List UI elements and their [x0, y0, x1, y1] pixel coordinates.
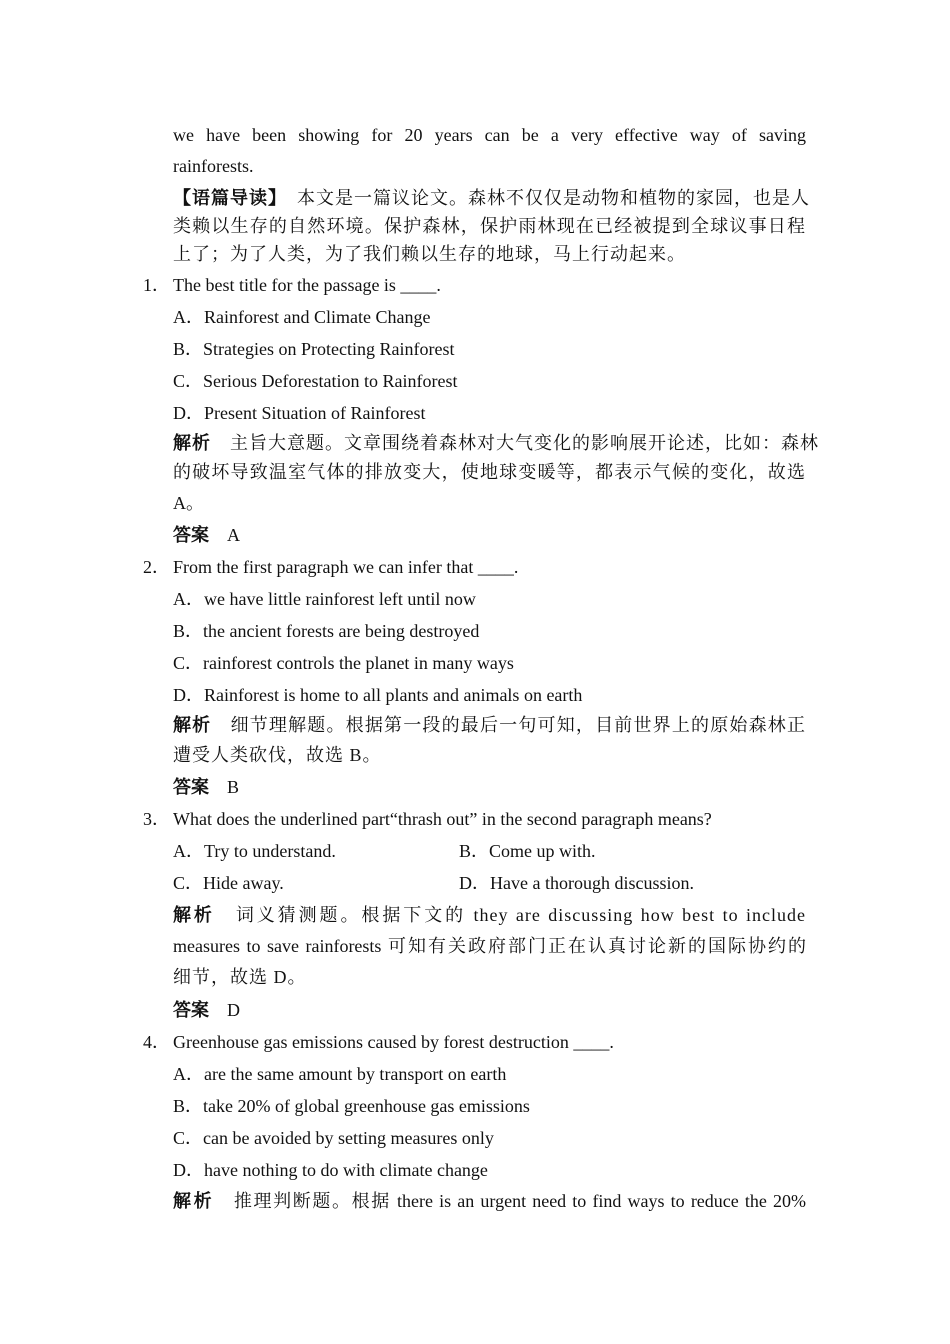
q1-answer-value: A: [227, 525, 240, 545]
q2-option-d: D．Rainforest is home to all plants and animals on earth: [173, 685, 583, 705]
q1-analysis-line-2: 的破坏导致温室气体的排放变大，使地球变暖等，都表示气候的变化，故选: [173, 462, 806, 482]
q3-option-a: A．Try to understand.: [173, 841, 336, 861]
q1-analysis-line-1: [173, 430, 819, 456]
q2-number: 2．: [143, 557, 170, 577]
q2-answer-label: 答案: [173, 777, 209, 797]
q3-answer: [173, 997, 806, 1023]
q3-analysis-text-1: 词义猜测题。根据下文的 they are discussing how best to include: [235, 905, 807, 925]
q2-analysis-label: 解析: [173, 715, 212, 735]
q4-number: 4．: [143, 1032, 170, 1052]
intro-line-2: rainforests.: [173, 156, 254, 176]
q4-option-a: A．are the same amount by transport on earth: [173, 1064, 507, 1084]
guide-line-2: 类赖以生存的自然环境。保护森林，保护雨林现在已经被提到全球议事日程: [173, 216, 806, 236]
q2-option-a: A．we have little rainforest left until now: [173, 589, 476, 609]
q3-number: 3．: [143, 809, 170, 829]
guide-text-1: 本文是一篇议论文。森林不仅仅是动物和植物的家园，也是人: [297, 188, 810, 208]
q3-option-d: D．Have a thorough discussion.: [459, 873, 694, 893]
q4-stem: Greenhouse gas emissions caused by forest destruction ____.: [173, 1032, 614, 1052]
q2-answer: [173, 774, 806, 800]
q1-analysis-line-3: A。: [173, 493, 204, 513]
q4-option-c: C．can be avoided by setting measures only: [173, 1128, 494, 1148]
q1-option-a: A．Rainforest and Climate Change: [173, 307, 431, 327]
q1-stem: The best title for the passage is ____.: [173, 275, 441, 295]
q1-option-b: B．Strategies on Protecting Rainforest: [173, 339, 455, 359]
q2-analysis-text-1: 细节理解题。根据第一段的最后一句可知，目前世界上的原始森林正: [230, 715, 806, 735]
q1-answer: [173, 522, 806, 548]
q3-answer-label: 答案: [173, 1000, 209, 1020]
q2-stem: From the first paragraph we can infer that ____.: [173, 557, 519, 577]
q3-option-c: C．Hide away.: [173, 873, 284, 893]
q1-answer-label: 答案: [173, 525, 209, 545]
intro-line-1: we have been showing for 20 years can be a very effective way of saving: [173, 125, 806, 145]
q4-analysis-label: 解析: [173, 1191, 215, 1211]
q3-analysis-label: 解析: [173, 905, 215, 925]
q1-option-d: D．Present Situation of Rainforest: [173, 403, 426, 423]
q1-number: 1．: [143, 275, 170, 295]
q2-option-b: B．the ancient forests are being destroyed: [173, 621, 480, 641]
q3-analysis-line-3: 细节，故选 D。: [173, 967, 307, 987]
q3-option-b: B．Come up with.: [459, 841, 596, 861]
q3-analysis-line-1: [173, 902, 806, 928]
q3-answer-value: D: [227, 1000, 240, 1020]
q1-analysis-text-1: 主旨大意题。文章围绕着森林对大气变化的影响展开论述，比如：森林: [230, 433, 819, 453]
q1-option-c: C．Serious Deforestation to Rainforest: [173, 371, 458, 391]
guide-line-3: 上了；为了人类，为了我们赖以生存的地球，马上行动起来。: [173, 244, 686, 264]
q3-analysis-line-2: measures to save rainforests 可知有关政府部门正在认真讨论新的国际协约的: [173, 936, 806, 956]
q2-answer-value: B: [227, 777, 240, 797]
q3-stem: What does the underlined part“thrash out” in the second paragraph means?: [173, 809, 712, 829]
q4-option-b: B．take 20% of global greenhouse gas emissions: [173, 1096, 530, 1116]
q1-analysis-label: 解析: [173, 433, 211, 453]
q2-analysis-line-2: 遭受人类砍伐，故选 B。: [173, 745, 382, 765]
q2-analysis-line-1: [173, 712, 806, 738]
q4-analysis-line-1: [173, 1188, 806, 1214]
guide-line-1: [173, 185, 810, 211]
guide-label: 【语篇导读】: [173, 188, 278, 208]
q4-analysis-text-1: 推理判断题。根据 there is an urgent need to find ways to reduce the 20%: [233, 1191, 807, 1211]
q4-option-d: D．have nothing to do with climate change: [173, 1160, 488, 1180]
q2-option-c: C．rainforest controls the planet in many ways: [173, 653, 514, 673]
